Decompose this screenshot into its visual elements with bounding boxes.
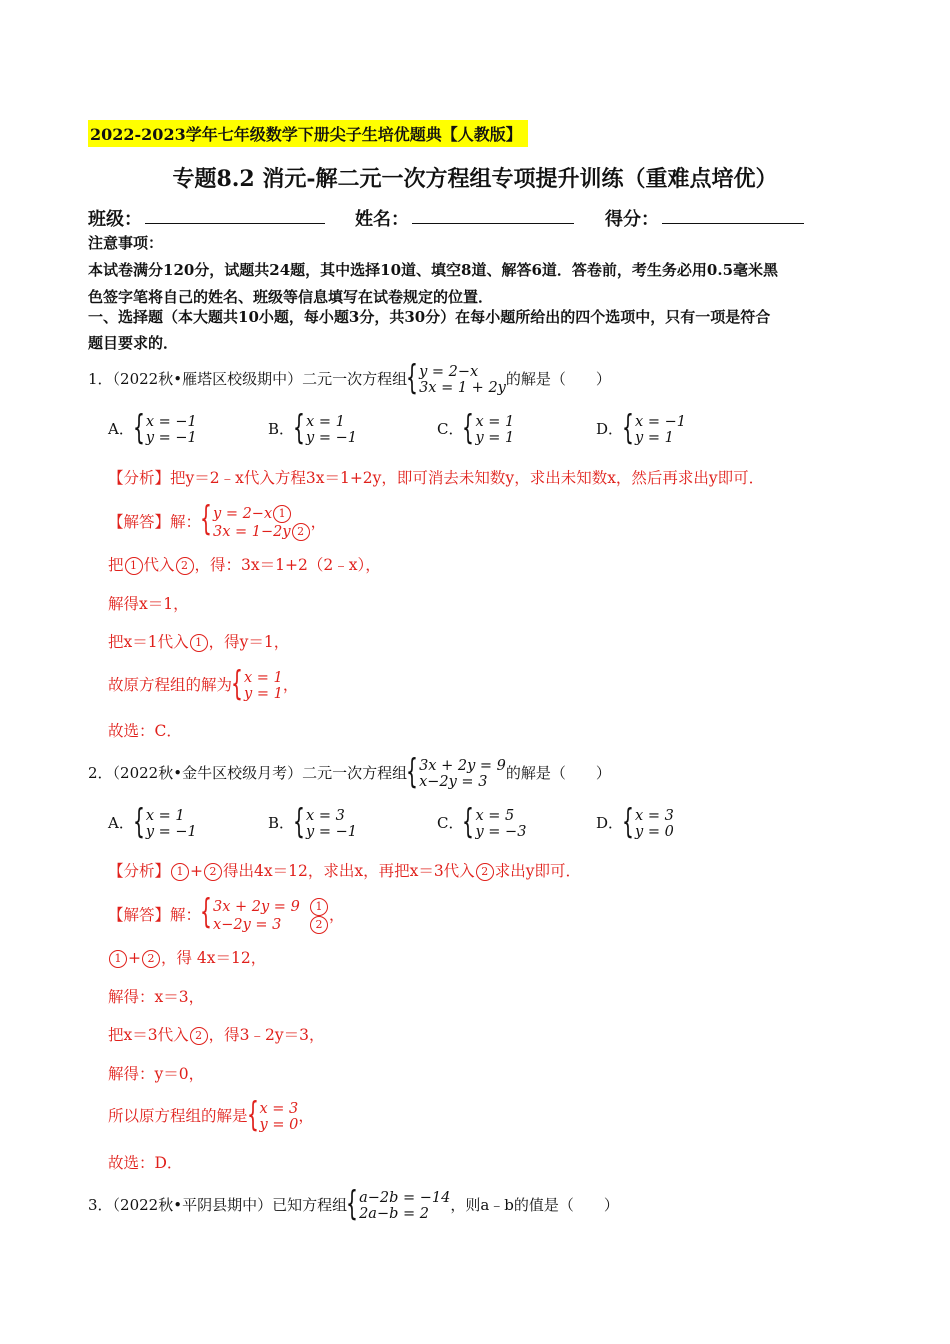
equation-system: { 3x + 2y = 9 1 x−2y = 3 2 [201, 898, 329, 934]
solution-answer: 故选：C． [108, 722, 182, 740]
solution-step: 解得：x＝3， [108, 988, 205, 1006]
question-text: 的解是（ ） [505, 764, 611, 782]
option-b[interactable]: B． { x = 3 y = −1 [268, 808, 357, 840]
notice-line: 色签字笔将自己的姓名、班级等信息填写在试卷规定的位置． [88, 288, 494, 306]
analysis-text: 【分析】 1 + 2 得出4x＝12，求出x，再把x＝3代入 2 求出y即可． [108, 862, 581, 880]
score-blank[interactable] [662, 223, 804, 224]
question-text: ，则a﹣b的值是（ ） [450, 1196, 619, 1214]
question-2-stem [88, 758, 611, 790]
solution-step: 把 1 代入 2 ，得：3x＝1+2（2﹣x）， [108, 556, 381, 574]
solution-step: 故原方程组的解为 { x = 1 y = 1 ， [108, 670, 298, 702]
solution-answer: 故选：D． [108, 1154, 183, 1172]
class-label: 班级： [88, 209, 142, 230]
solution-step: 所以原方程组的解是 { x = 3 y = 0 ， [108, 1101, 314, 1133]
section-heading: 一、选择题（本大题共10小题，每小题3分，共30分）在每小题所给出的四个选项中，只有一项是符合 [88, 308, 771, 326]
option-b[interactable]: B． { x = 1 y = −1 [268, 414, 357, 446]
option-a[interactable]: A． { x = 1 y = −1 [108, 808, 197, 840]
equation-system: { a−2b = −14 2a−b = 2 [347, 1190, 450, 1222]
name-blank[interactable] [412, 223, 574, 224]
solution-step: 把x＝3代入 2 ，得3﹣2y＝3， [108, 1026, 325, 1044]
name-label: 姓名： [355, 209, 409, 230]
solution-step: 解得x＝1， [108, 595, 189, 613]
page-title: 专题8.2 消元-解二元一次方程组专项提升训练（重难点培优） [172, 166, 778, 192]
series-tag: 2022-2023学年七年级数学下册尖子生培优题典【人教版】 [88, 120, 528, 147]
question-text: 的解是（ ） [505, 370, 611, 388]
solution-header: 【解答】解： { 3x + 2y = 9 1 x−2y = 3 2 ， [108, 898, 345, 934]
question-text: 1．（2022秋•雁塔区校级期中）二元一次方程组 [88, 370, 408, 388]
section-heading: 题目要求的． [88, 334, 179, 352]
class-blank[interactable] [145, 223, 325, 224]
option-d[interactable]: D． { x = 3 y = 0 [596, 808, 674, 840]
solution-step: 1 + 2 ，得 4x＝12， [108, 946, 266, 968]
question-text: 2．（2022秋•金牛区校级月考）二元一次方程组 [88, 764, 408, 782]
question-1-stem [88, 364, 611, 396]
equation-system: { y = 2−x 3x = 1 + 2y [407, 364, 506, 396]
option-c[interactable]: C． { x = 5 y = −3 [437, 808, 526, 840]
solution-step: 解得：y＝0， [108, 1065, 205, 1083]
option-c[interactable]: C． { x = 1 y = 1 [437, 414, 514, 446]
question-3-stem [88, 1190, 619, 1222]
equation-system: { 3x + 2y = 9 x−2y = 3 [407, 758, 506, 790]
notice-line: 本试卷满分120分，试题共24题，其中选择10道、填空8道、解答6道．答卷前，考生务必用0.5毫米黑 [88, 261, 779, 279]
equation-system: { y = 2−x 1 3x = 1−2y 2 [201, 505, 311, 541]
solution-header: 【解答】解： { y = 2−x 1 3x = 1−2y 2 ， [108, 505, 326, 541]
notice-heading: 注意事项： [88, 234, 164, 252]
score-label: 得分： [605, 209, 659, 230]
solution-step: 把x＝1代入 1 ，得y＝1， [108, 633, 290, 651]
analysis-text: 【分析】把y＝2﹣x代入方程3x＝1+2y，即可消去未知数y，求出未知数x，然后再求出y即可． [108, 469, 765, 487]
question-text: 3．（2022秋•平阴县期中）已知方程组 [88, 1196, 348, 1214]
option-a[interactable]: A． { x = −1 y = −1 [108, 414, 197, 446]
option-d[interactable]: D． { x = −1 y = 1 [596, 414, 686, 446]
